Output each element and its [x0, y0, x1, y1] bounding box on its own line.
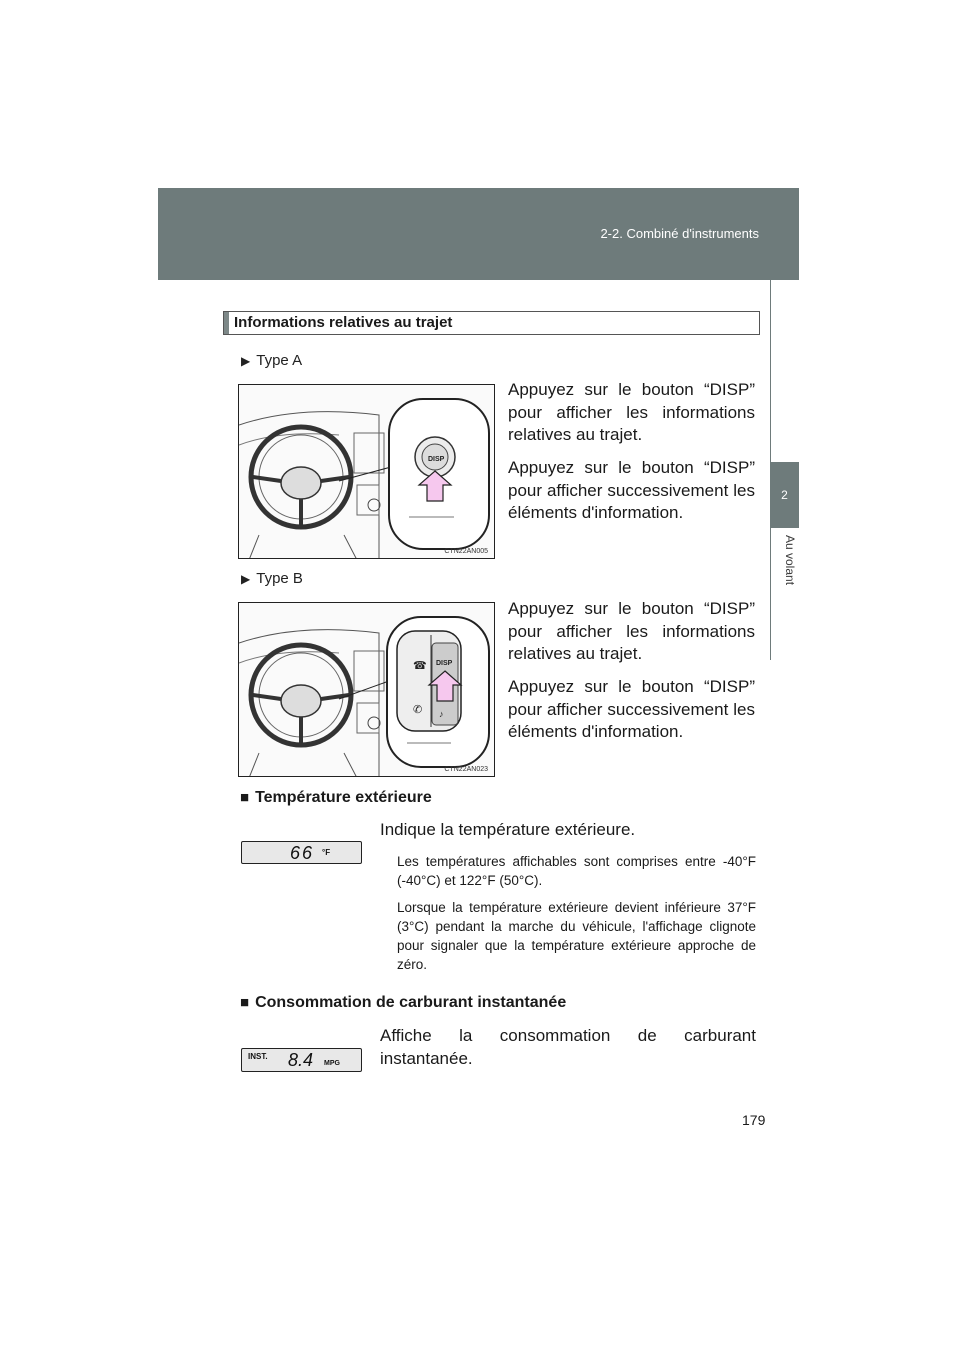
type-b-para2: Appuyez sur le bouton “DISP” pour afficher successivement les éléments d'information. — [508, 677, 755, 741]
temperature-display — [241, 841, 362, 864]
voice-icon: ♪ — [439, 709, 444, 719]
page-number: 179 — [742, 1112, 766, 1128]
type-a-para2: Appuyez sur le bouton “DISP” pour afficher successivement les éléments d'information. — [508, 458, 755, 522]
steering-wheel-disp-illustration — [239, 603, 495, 777]
consumption-display — [241, 1048, 362, 1072]
section-title: Informations relatives au trajet — [223, 311, 760, 335]
hang-up-icon: ✆ — [413, 704, 423, 716]
consumption-intro: Affiche la consommation de carburant instantanée. — [380, 1026, 756, 1068]
temperature-display-unit: °F — [322, 848, 331, 857]
chapter-number-tab: 2 — [770, 462, 799, 528]
temperature-intro: Indique la température extérieure. — [380, 820, 636, 839]
type-b-figure — [238, 602, 495, 777]
figure-code: CTN22AN023 — [444, 766, 488, 773]
temperature-heading — [240, 789, 432, 807]
consumption-display-unit: MPG — [324, 1060, 340, 1067]
temperature-display-value: 66 — [290, 843, 315, 863]
temperature-note1: Les températures affichables sont comprises entre -40°F (-40°C) et 122°F (50°C). — [397, 854, 756, 888]
consumption-heading — [240, 994, 566, 1012]
type-b-label — [241, 570, 303, 587]
type-b-para1: Appuyez sur le bouton “DISP” pour afficher les informations relatives au trajet. — [508, 599, 755, 663]
square-bullet-icon: ■ — [240, 789, 250, 806]
figure-code: CTN22AN005 — [444, 548, 488, 555]
type-a-text: Type A — [256, 352, 303, 369]
header-band — [158, 188, 799, 280]
type-a-figure — [238, 384, 495, 559]
temperature-heading-text: Température extérieure — [255, 789, 432, 806]
chapter-label: Au volant — [783, 535, 797, 586]
disp-button-label: DISP — [436, 660, 453, 667]
type-a-label — [241, 352, 302, 369]
phone-icon: ☎ — [413, 660, 427, 672]
steering-wheel-disp-illustration — [239, 385, 495, 559]
type-a-para1: Appuyez sur le bouton “DISP” pour afficher les informations relatives au trajet. — [508, 380, 755, 444]
running-header: 2-2. Combiné d'instruments — [600, 226, 759, 241]
temperature-note2: Lorsque la température extérieure devient inférieure 37°F (3°C) pendant la marche du véhicule, l'affichage clignote pour signaler que la température extérieure approche de zéro. — [397, 900, 756, 972]
arrow-right-icon: ▶ — [241, 572, 251, 586]
disp-button-label: DISP — [428, 456, 445, 463]
consumption-display-value: 8.4 — [288, 1050, 314, 1070]
consumption-display-prefix: INST. — [248, 1052, 268, 1061]
type-b-text: Type B — [256, 570, 303, 587]
arrow-right-icon: ▶ — [241, 354, 251, 368]
consumption-heading-text: Consommation de carburant instantanée — [255, 994, 567, 1011]
square-bullet-icon: ■ — [240, 994, 250, 1011]
